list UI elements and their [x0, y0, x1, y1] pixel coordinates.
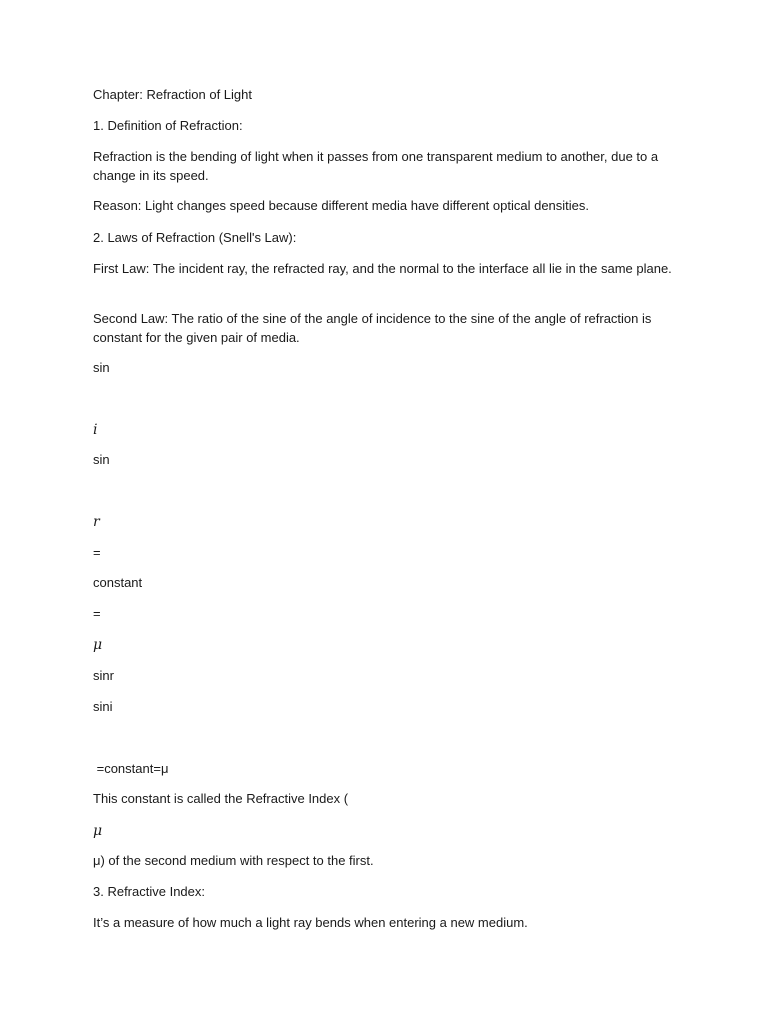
- chapter-title: Chapter: Refraction of Light: [93, 87, 252, 102]
- formula-equals-2: =: [93, 606, 101, 621]
- formula-equals-1: =: [93, 545, 101, 560]
- formula-r: r: [93, 514, 100, 530]
- first-law-paragraph: First Law: The incident ray, the refracted ray, and the normal to the interface all lie in the same plane.: [93, 261, 672, 276]
- formula-sini: sini: [93, 699, 113, 714]
- formula-i: i: [93, 422, 98, 438]
- heading-refractive-index: 3. Refractive Index:: [93, 884, 205, 899]
- formula-sin-2: sin: [93, 452, 110, 467]
- definition-paragraph: Refraction is the bending of light when it passes from one transparent medium to another, due to a change in its speed.: [93, 149, 659, 183]
- refractive-index-rest: μ) of the second medium with respect to the first.: [93, 853, 374, 868]
- formula-inline: =constant=μ: [93, 761, 169, 776]
- formula-mu: μ: [93, 637, 103, 653]
- formula-constant: constant: [93, 575, 143, 590]
- measure-paragraph: It’s a measure of how much a light ray bends when entering a new medium.: [93, 915, 528, 930]
- formula-sin-1: sin: [93, 360, 110, 375]
- heading-definition: 1. Definition of Refraction:: [93, 118, 243, 133]
- refractive-index-intro: This constant is called the Refractive Index (: [93, 791, 349, 806]
- heading-laws: 2. Laws of Refraction (Snell's Law):: [93, 230, 297, 245]
- second-law-paragraph: Second Law: The ratio of the sine of the angle of incidence to the sine of the angle of refraction is constant for the given pair of media.: [93, 311, 652, 345]
- reason-paragraph: Reason: Light changes speed because different media have different optical densities.: [93, 198, 590, 213]
- refractive-index-mu: μ: [93, 823, 103, 839]
- formula-sinr: sinr: [93, 668, 114, 683]
